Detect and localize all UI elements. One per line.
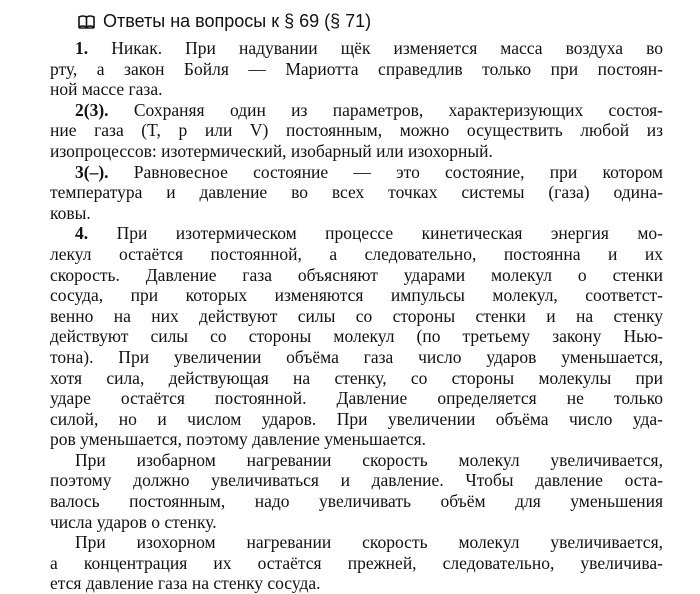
line-text: силой, но и числом ударов. При увеличении объёма число уда- — [50, 408, 663, 429]
line-text: поэтому должно увеличиваться и давление. Чтобы давление оста- — [50, 470, 663, 491]
line-text: При изохорном нагревании скорость молекул увеличивается, — [75, 532, 663, 553]
line-text: числа ударов о стенку. — [50, 511, 217, 532]
paragraph-line — [50, 306, 663, 327]
paragraph-line — [50, 182, 663, 203]
answers-body — [50, 38, 663, 594]
line-text: ной массе газа. — [50, 79, 163, 100]
line-text: ударе остаётся постоянной. Давление определяется не только — [50, 388, 663, 409]
paragraph-line — [50, 120, 663, 141]
paragraph-line — [50, 326, 663, 347]
paragraph-line — [50, 491, 663, 512]
line-text: ется давление газа на стенку сосуда. — [50, 573, 321, 594]
answer-number: 4. — [75, 223, 89, 244]
line-text: лекул остаётся постоянной, а следовательно, постоянна и их — [50, 243, 663, 264]
line-text: ковы. — [50, 202, 91, 223]
paragraph-line — [50, 265, 663, 286]
line-text: При изобарном нагревании скорость молекул увеличивается, — [75, 449, 663, 470]
line-text: ров уменьшается, поэтому давление уменьшается. — [50, 429, 427, 450]
line-text: Равновесное состояние — это состояние, при котором — [108, 161, 663, 182]
line-text: Никак. При надувании щёк изменяется масса воздуха во — [88, 38, 663, 58]
paragraph-line — [50, 429, 663, 450]
paragraph-line — [50, 409, 663, 430]
paragraph-line — [50, 450, 663, 471]
paragraph-line — [50, 38, 663, 59]
paragraph-line — [50, 203, 663, 224]
answer-number: 3(–). — [75, 161, 109, 182]
answer-number: 1. — [75, 38, 89, 58]
paragraph-line — [50, 223, 663, 244]
paragraph-line — [50, 100, 663, 121]
heading-text: Ответы на вопросы к § 69 (§ 71) — [103, 11, 372, 31]
paragraph-line — [50, 244, 663, 265]
line-text: хотя сила, действующая на стенку, со стороны молекулы при — [50, 367, 663, 388]
paragraph-line — [50, 141, 663, 162]
paragraph-line — [50, 368, 663, 389]
book-icon — [78, 15, 95, 29]
line-text: При изотермическом процессе кинетическая энергия мо- — [88, 223, 663, 244]
line-text: сосуда, при которых изменяются импульсы молекул, соответст- — [50, 285, 663, 306]
paragraph-line — [50, 347, 663, 368]
line-text: ние газа (T, p или V) постоянным, можно осуществить любой из — [50, 120, 663, 141]
paragraph-line — [50, 573, 663, 594]
paragraph-line — [50, 532, 663, 553]
paragraph-line — [50, 162, 663, 183]
line-text: температура и давление во всех точках системы (газа) одина- — [50, 182, 663, 203]
paragraph-line — [50, 553, 663, 574]
paragraph-line — [50, 470, 663, 491]
answer-number: 2(3). — [75, 99, 109, 120]
paragraph-line — [50, 285, 663, 306]
line-text: рту, а закон Бойля — Мариотта справедлив только при постоян- — [50, 58, 663, 79]
line-text: действуют силы со стороны молекул (по третьему закону Нью- — [50, 326, 663, 347]
line-text: валось постоянным, надо увеличивать объём для уменьшения — [50, 491, 663, 512]
line-text: тона). При увеличении объёма газа число ударов уменьшается, — [50, 346, 663, 367]
line-text: изопроцессов: изотермический, изобарный или изохорный. — [50, 140, 493, 161]
paragraph-line — [50, 388, 663, 409]
paragraph-line — [50, 79, 663, 100]
line-text: Сохраняя один из параметров, характеризующих состоя- — [108, 99, 663, 120]
line-text: а концентрация их остаётся прежней, следовательно, увеличива- — [50, 552, 663, 573]
line-text: венно на них действуют силы со стороны стенки и на стенку — [50, 305, 663, 326]
line-text: скорость. Давление газа объясняют ударами молекул о стенки — [50, 264, 663, 285]
paragraph-line — [50, 59, 663, 80]
section-heading — [78, 11, 371, 32]
paragraph-line — [50, 512, 663, 533]
